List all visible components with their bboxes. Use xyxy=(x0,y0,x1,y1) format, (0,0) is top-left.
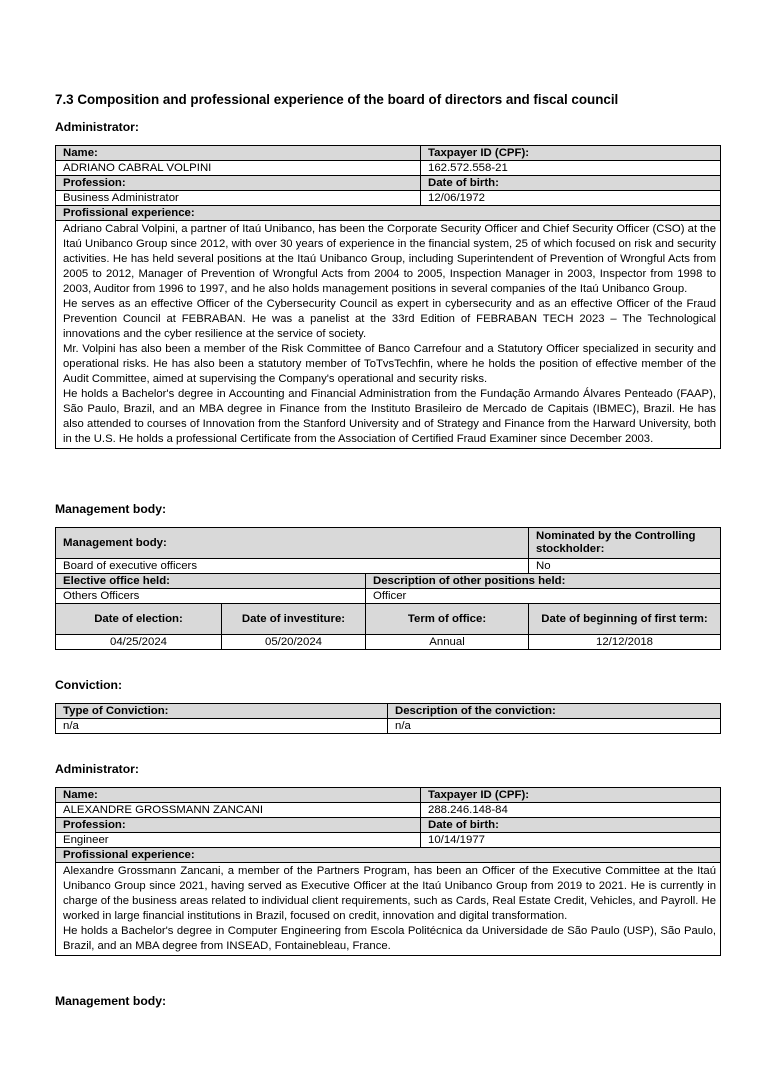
nominated-header: Nominated by the Controlling stockholder: xyxy=(529,528,721,559)
experience-paragraph: Adriano Cabral Volpini, a partner of Itaú Unibanco, has been the Corporate Security Officer and Chief Security Officer (CSO) at the Itaú Unibanco Group since 2012, with over 30 years of experience in the financial system, 25 of which focused on risk and security activities. He has held several positions at the Itaú Unibanco Group, including Superintendent of Prevention of Wrongful Acts from 2005 to 2012, Manager of Prevention of Wrongful Acts from 2004 to 2005, Inspection Manager in 2003, Inspector from 1998 to 2003, Auditor from 1996 to 1997, and he also holds management positions in several companies of the Itaú Unibanco Group. xyxy=(63,223,716,295)
administrator-label: Administrator: xyxy=(55,762,139,776)
investiture-date-header: Date of investiture: xyxy=(222,604,366,635)
profession-value: Business Administrator xyxy=(56,191,421,206)
elective-office-header: Elective office held: xyxy=(56,574,366,589)
management-body-value: Board of executive officers xyxy=(56,559,529,574)
conviction-type-header: Type of Conviction: xyxy=(56,704,388,719)
election-date-header: Date of election: xyxy=(56,604,222,635)
management-body-table xyxy=(55,527,721,650)
other-positions-value: Officer xyxy=(366,589,721,604)
experience-header: Profissional experience: xyxy=(56,206,721,221)
experience-paragraph: He serves as an effective Officer of the Cybersecurity Council as expert in cybersecurity and as an effective Officer of the Fraud Prevention Council at FEBRABAN. He was a panelist at the 33rd Edition of FEBRABAN TECH 2023 – The Technological innovations and the cyber resilience at the service of society. xyxy=(63,298,716,340)
dob-value: 10/14/1977 xyxy=(421,833,721,848)
elective-office-value: Others Officers xyxy=(56,589,366,604)
first-term-date-value: 12/12/2018 xyxy=(529,635,721,650)
name-header: Name: xyxy=(56,788,421,803)
administrator-table xyxy=(55,787,721,956)
conviction-table xyxy=(55,703,721,734)
election-date-value: 04/25/2024 xyxy=(56,635,222,650)
dob-header: Date of birth: xyxy=(421,176,721,191)
management-body-label: Management body: xyxy=(55,502,167,516)
experience-paragraph: He holds a Bachelor's degree in Accounting and Financial Administration from the Fundação Armando Álvares Penteado (FAAP), São Paulo, Brazil, and an MBA degree in Finance from the Instituto Brasileiro de Mercado de Capitais (IBMEC), Brazil. He has also attended to courses of Innovation from the Stanford University and of Strategy and Finance from the Harward University, both in the U.S. He holds a professional Certificate from the Association of Certified Fraud Examiner since December 2003. xyxy=(63,388,716,445)
conviction-type-value: n/a xyxy=(56,719,388,734)
investiture-date-value: 05/20/2024 xyxy=(222,635,366,650)
dob-value: 12/06/1972 xyxy=(421,191,721,206)
experience-paragraph: He holds a Bachelor's degree in Computer Engineering from Escola Politécnica da Universidade de São Paulo (USP), São Paulo, Brazil, and an MBA degree from INSEAD, Fontainebleau, France. xyxy=(63,925,716,952)
cpf-value: 288.246.148-84 xyxy=(421,803,721,818)
experience-text xyxy=(56,221,721,449)
management-body-label: Management body: xyxy=(55,994,167,1008)
name-value: ALEXANDRE GROSSMANN ZANCANI xyxy=(56,803,421,818)
experience-header: Profissional experience: xyxy=(56,848,721,863)
profession-value: Engineer xyxy=(56,833,421,848)
administrator-table xyxy=(55,145,721,449)
profession-header: Profession: xyxy=(56,818,421,833)
nominated-value: No xyxy=(529,559,721,574)
page-title: 7.3 Composition and professional experience of the board of directors and fiscal council xyxy=(55,92,619,107)
other-positions-header: Description of other positions held: xyxy=(366,574,721,589)
first-term-date-header: Date of beginning of first term: xyxy=(529,604,721,635)
profession-header: Profession: xyxy=(56,176,421,191)
administrator-label: Administrator: xyxy=(55,120,139,134)
cpf-value: 162.572.558-21 xyxy=(421,161,721,176)
experience-text xyxy=(56,863,721,956)
cpf-header: Taxpayer ID (CPF): xyxy=(421,788,721,803)
management-body-header: Management body: xyxy=(56,528,529,559)
experience-paragraph: Alexandre Grossmann Zancani, a member of the Partners Program, has been an Officer of the Executive Committee at the Itaú Unibanco Group since 2021, having served as Executive Officer at the Itaú Unibanco Group from 2019 to 2021. He is currently in charge of the business areas related to individual client requirements, such as Cards, Real Estate Credit, Vehicles, and Payroll. He worked in large financial institutions in Brazil, focused on credit, innovation and digital transformation. xyxy=(63,865,716,922)
term-of-office-value: Annual xyxy=(366,635,529,650)
term-of-office-header: Term of office: xyxy=(366,604,529,635)
conviction-description-header: Description of the conviction: xyxy=(388,704,721,719)
cpf-header: Taxpayer ID (CPF): xyxy=(421,146,721,161)
name-header: Name: xyxy=(56,146,421,161)
name-value: ADRIANO CABRAL VOLPINI xyxy=(56,161,421,176)
dob-header: Date of birth: xyxy=(421,818,721,833)
conviction-description-value: n/a xyxy=(388,719,721,734)
experience-paragraph: Mr. Volpini has also been a member of the Risk Committee of Banco Carrefour and a Statutory Officer specialized in security and operational risks. He has also been a statutory member of ToTvsTechfin, where he holds the position of effective member of the Audit Committee, aimed at supervising the Company's operational and security risks. xyxy=(63,343,716,385)
conviction-label: Conviction: xyxy=(55,678,123,692)
